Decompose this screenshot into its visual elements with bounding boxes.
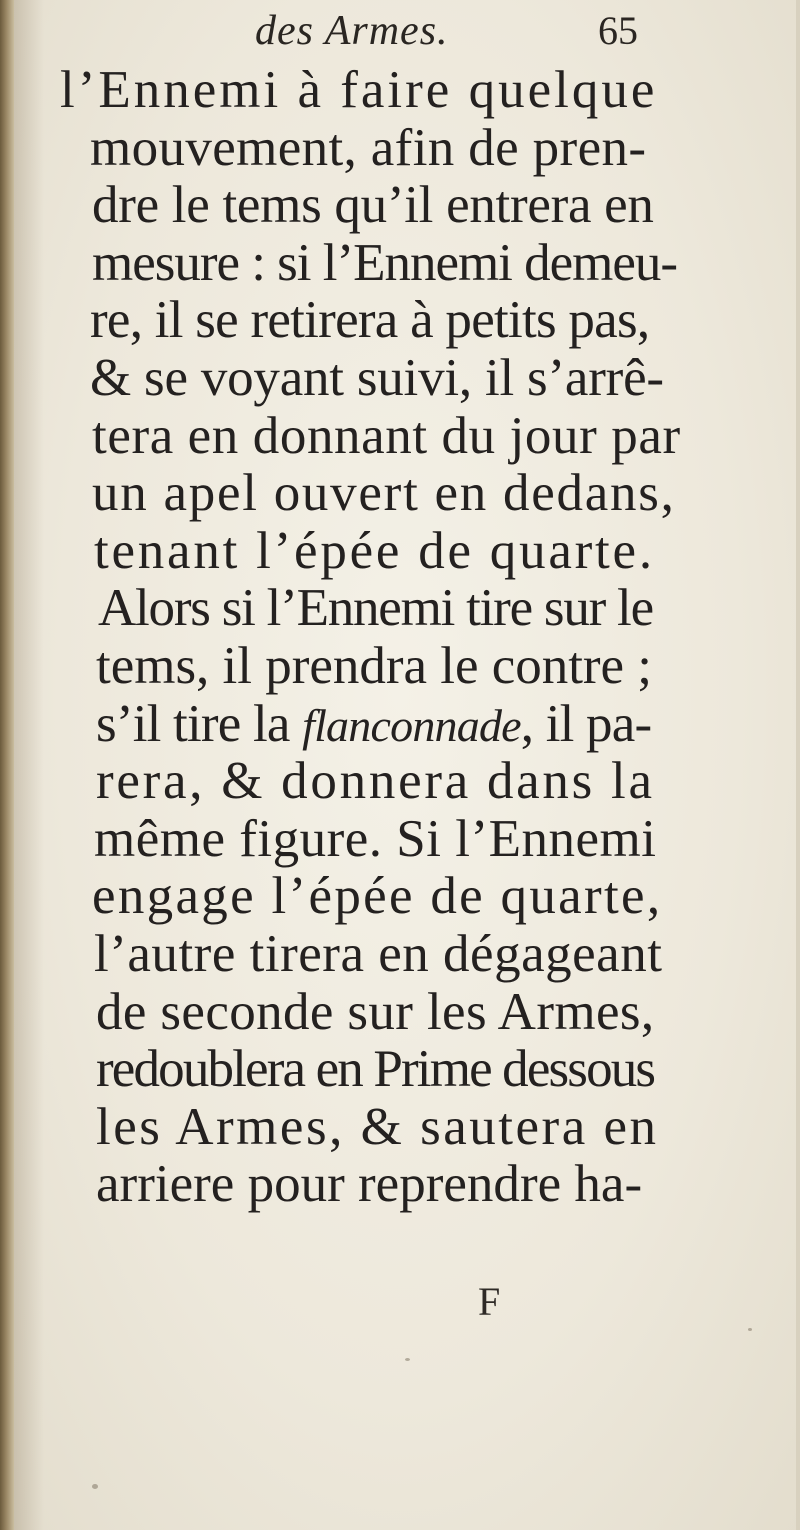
page-number: 65 — [598, 8, 638, 53]
text-line: engage l’épée de quarte, — [92, 867, 663, 926]
text-line: l’autre tirera en dégageant — [94, 924, 663, 983]
text-line: dre le tems qu’il entrera en — [92, 176, 654, 235]
body-text — [0, 62, 800, 1214]
italic-term: flanconnade — [302, 699, 521, 751]
text-line: tenant l’épée de quarte. — [94, 521, 655, 580]
text-line: tera en donnant du jour par — [92, 406, 681, 465]
running-head — [0, 6, 800, 62]
text-line: & se voyant suivi, il s’arrê- — [90, 348, 664, 407]
text-line: re, il se retirera à petits pas, — [90, 291, 650, 350]
text-line: mesure : si l’Ennemi demeu- — [92, 233, 677, 292]
text-line: rera, & donnera dans la — [96, 752, 655, 811]
paper-speck — [92, 1484, 98, 1489]
text-line: de seconde sur les Armes, — [96, 982, 655, 1041]
paper-speck — [405, 1358, 410, 1361]
text-line: mouvement, afin de pren- — [90, 118, 647, 177]
text-line: Alors si l’Ennemi tire sur le — [98, 579, 653, 638]
text-line: même figure. Si l’Ennemi — [94, 809, 657, 868]
text-line: s’il tire la flanconnade, il pa- — [96, 694, 652, 753]
text-line: l’Ennemi à faire quelque — [60, 61, 658, 119]
text-line: redoublera en Prime dessous — [96, 1040, 655, 1099]
text-line: un apel ouvert en dedans, — [92, 464, 676, 523]
paper-speck — [748, 1328, 752, 1331]
signature-mark: F — [478, 1279, 501, 1324]
text-line: les Armes, & sautera en — [96, 1097, 659, 1156]
running-head-title: des Armes. — [255, 8, 449, 54]
text-line: arriere pour reprendre ha- — [96, 1155, 643, 1214]
text-line: tems, il prendra le contre ; — [96, 636, 653, 695]
